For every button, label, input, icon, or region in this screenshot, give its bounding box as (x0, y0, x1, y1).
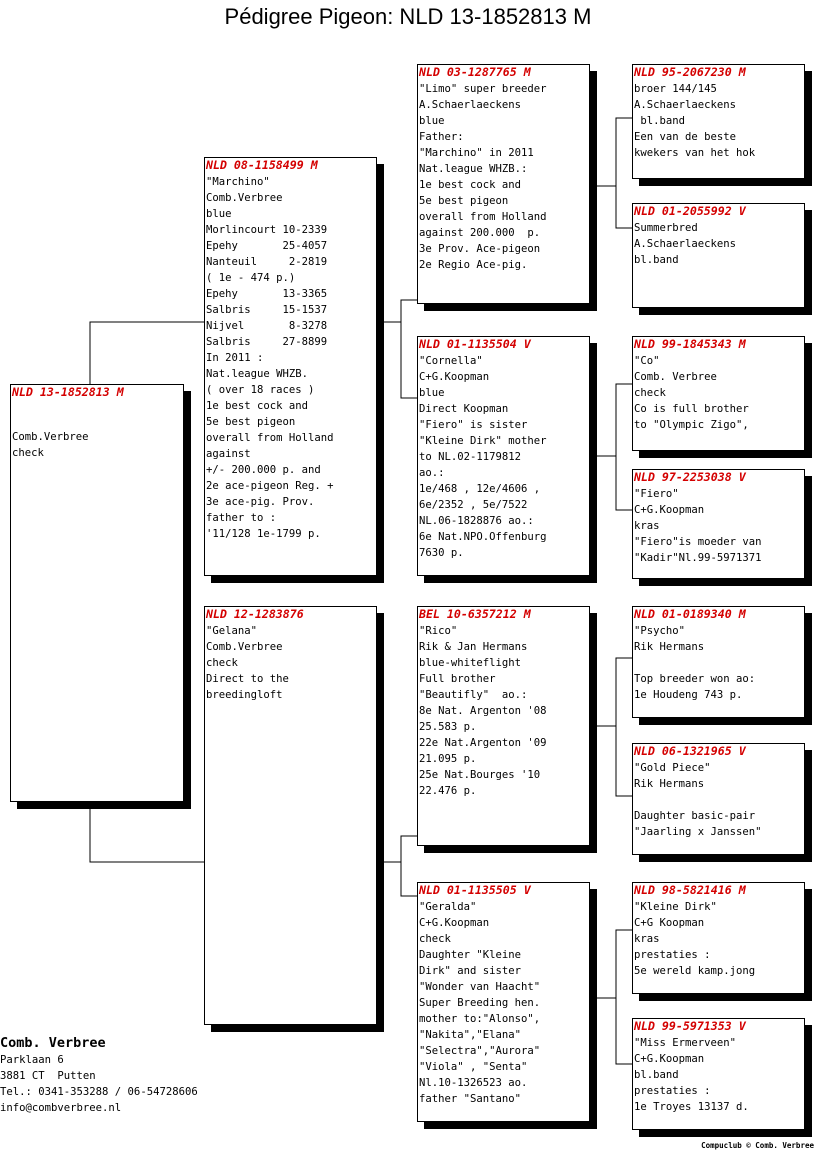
detail-line: kras (634, 520, 660, 532)
detail-line: "Fiero"is moeder van (634, 536, 762, 548)
detail-line: 3e ace-pig. Prov. (206, 496, 315, 508)
detail-line: mother to:"Alonso", (419, 1013, 541, 1025)
detail-line: 25.583 p. (419, 721, 477, 733)
detail-line: "Geralda" (419, 901, 477, 913)
detail-line: blue (419, 115, 445, 127)
pigeon-card-fmm (632, 469, 805, 579)
detail-line: 1e/468 , 12e/4606 , (419, 483, 541, 495)
detail-line: ( 1e - 474 p.) (206, 272, 296, 284)
page-title: Pédigree Pigeon: NLD 13-1852813 M (224, 4, 592, 29)
pigeon-card-mm (417, 882, 590, 1122)
pigeon-details (634, 353, 749, 433)
detail-line: kwekers van het hok (634, 147, 756, 159)
ring-number: NLD 01-1135505 V (419, 883, 531, 897)
detail-line: bl.band (634, 1069, 679, 1081)
detail-line: "Co" (634, 355, 660, 367)
pigeon-details (634, 623, 755, 703)
detail-line: Comb.Verbree (12, 431, 89, 443)
detail-line: bl.band (634, 115, 686, 127)
detail-line: "Viola" , "Senta" (419, 1061, 528, 1073)
detail-line (634, 655, 755, 671)
pigeon-details (206, 174, 334, 542)
detail-line: 22e Nat.Argenton '09 (419, 737, 547, 749)
detail-line: bl.band (634, 254, 679, 266)
detail-line: "Fiero" (634, 488, 679, 500)
ring-number: NLD 01-2055992 V (634, 204, 746, 218)
detail-line: 7630 p. (419, 547, 464, 559)
pigeon-card-fff (632, 64, 805, 179)
detail-line: "Fiero" is sister (419, 419, 528, 431)
detail-line: NL.06-1828876 ao.: (419, 515, 534, 527)
detail-line: 8e Nat. Argenton '08 (419, 705, 547, 717)
detail-line: Daughter "Kleine (419, 949, 522, 961)
ring-number: NLD 99-5971353 V (634, 1019, 746, 1033)
detail-line: ao.: (419, 467, 445, 479)
detail-line: father "Santano" (419, 1093, 522, 1105)
detail-line: 5e best pigeon (206, 416, 296, 428)
detail-line: Co is full brother (634, 403, 749, 415)
pigeon-details (419, 899, 540, 1107)
detail-line: "Gelana" (206, 625, 258, 637)
pigeon-details (419, 623, 547, 799)
detail-line: "Rico" (419, 625, 458, 637)
detail-line: kras (634, 933, 660, 945)
detail-line: Comb. Verbree (634, 371, 717, 383)
detail-line: "Limo" super breeder (419, 83, 547, 95)
owner-address: Parklaan 6 (0, 1054, 64, 1066)
detail-line: Rik Hermans (634, 778, 705, 790)
pigeon-card-mmm (632, 1018, 805, 1130)
detail-line: 1e Troyes 13137 d. (634, 1101, 749, 1113)
pigeon-card-fmf (632, 336, 805, 451)
detail-line: check (12, 447, 44, 459)
detail-line: Epehy 25-4057 (206, 240, 328, 252)
detail-line: prestaties : (634, 1085, 711, 1097)
owner-block (0, 1034, 198, 1116)
owner-name: Comb. Verbree (0, 1035, 106, 1051)
detail-line: A.Schaerlaeckens (419, 99, 522, 111)
pigeon-details (206, 623, 289, 703)
ring-number: BEL 10-6357212 M (419, 607, 531, 621)
detail-line: Morlincourt 10-2339 (206, 224, 328, 236)
detail-line: Direct Koopman (419, 403, 509, 415)
pigeon-card-mother (204, 606, 377, 1025)
detail-line: "Marchino" in 2011 (419, 147, 534, 159)
detail-line: Rik & Jan Hermans (419, 641, 528, 653)
detail-line: +/- 200.000 p. and (206, 464, 321, 476)
detail-line: "Jaarling x Janssen" (634, 826, 762, 838)
detail-line: 5e best pigeon (419, 195, 509, 207)
pigeon-card-subject (10, 384, 184, 802)
pigeon-card-fm (417, 336, 590, 576)
detail-line: check (634, 387, 666, 399)
detail-line: "Psycho" (634, 625, 686, 637)
pigeon-details (634, 899, 755, 979)
detail-line (12, 413, 89, 429)
ring-number: NLD 12-1283876 (206, 607, 304, 621)
detail-line: Comb.Verbree (206, 192, 283, 204)
detail-line: Top breeder won ao: (634, 673, 756, 685)
owner-email: info@combverbree.nl (0, 1102, 122, 1114)
detail-line: 1e best cock and (206, 400, 309, 412)
detail-line: "Cornella" (419, 355, 483, 367)
ring-number: NLD 97-2253038 V (634, 470, 746, 484)
ring-number: NLD 99-1845343 M (634, 337, 746, 351)
detail-line: '11/128 1e-1799 p. (206, 528, 321, 540)
owner-phone: Tel.: 0341-353288 / 06-54728606 (0, 1086, 198, 1098)
detail-line: In 2011 : (206, 352, 264, 364)
detail-line: "Nakita","Elana" (419, 1029, 522, 1041)
detail-line: Dirk" and sister (419, 965, 522, 977)
ring-number: NLD 01-0189340 M (634, 607, 746, 621)
detail-line: "Selectra","Aurora" (419, 1045, 541, 1057)
detail-line: ( over 18 races ) (206, 384, 315, 396)
detail-line: Direct to the (206, 673, 289, 685)
ring-number: NLD 13-1852813 M (12, 385, 124, 399)
owner-postcode: 3881 CT Putten (0, 1070, 96, 1082)
detail-line: to NL.02-1179812 (419, 451, 522, 463)
pigeon-details (634, 220, 736, 268)
detail-line: C+G.Koopman (419, 917, 490, 929)
detail-line: "Miss Ermerveen" (634, 1037, 737, 1049)
pigeon-card-mf (417, 606, 590, 846)
detail-line: A.Schaerlaeckens (634, 99, 737, 111)
footer-credit: Compuclub © Comb. Verbree (701, 1141, 814, 1150)
ring-number: NLD 03-1287765 M (419, 65, 531, 79)
detail-line: father to : (206, 512, 277, 524)
pigeon-details (634, 486, 762, 566)
ring-number: NLD 08-1158499 M (206, 158, 318, 172)
detail-line: 1e best cock and (419, 179, 522, 191)
pigeon-details (634, 81, 755, 161)
detail-line: "Kadir"Nl.99-5971371 (634, 552, 762, 564)
detail-line: Epehy 13-3365 (206, 288, 328, 300)
detail-line: blue (206, 208, 232, 220)
detail-line: blue (419, 387, 445, 399)
detail-line: Father: (419, 131, 464, 143)
pigeon-card-mfm (632, 743, 805, 855)
pigeon-details (419, 353, 547, 561)
detail-line: Rik Hermans (634, 641, 705, 653)
detail-line: 1e Houdeng 743 p. (634, 689, 743, 701)
detail-line: Summerbred (634, 222, 698, 234)
detail-line: 6e Nat.NPO.Offenburg (419, 531, 547, 543)
detail-line: C+G.Koopman (419, 371, 490, 383)
detail-line: against 200.000 p. (419, 227, 541, 239)
detail-line: "Wonder van Haacht" (419, 981, 541, 993)
detail-line: Nl.10-1326523 ao. (419, 1077, 528, 1089)
detail-line: C+G.Koopman (634, 504, 705, 516)
detail-line: 21.095 p. (419, 753, 477, 765)
pigeon-details (634, 760, 762, 840)
detail-line: to "Olympic Zigo", (634, 419, 749, 431)
detail-line: Salbris 15-1537 (206, 304, 328, 316)
detail-line: "Beautifly" ao.: (419, 689, 528, 701)
detail-line: Daughter basic-pair (634, 810, 756, 822)
detail-line: "Kleine Dirk" (634, 901, 717, 913)
detail-line: Nijvel 8-3278 (206, 320, 328, 332)
detail-line: broer 144/145 (634, 83, 717, 95)
detail-line: 5e wereld kamp.jong (634, 965, 756, 977)
detail-line: 25e Nat.Bourges '10 (419, 769, 541, 781)
detail-line: 22.476 p. (419, 785, 477, 797)
pigeon-details (634, 1035, 749, 1115)
ring-number: NLD 98-5821416 M (634, 883, 746, 897)
detail-line: C+G Koopman (634, 917, 705, 929)
detail-line: check (206, 657, 238, 669)
detail-line: C+G.Koopman (634, 1053, 705, 1065)
detail-line: breedingloft (206, 689, 283, 701)
detail-line: prestaties : (634, 949, 711, 961)
detail-line: overall from Holland (419, 211, 547, 223)
detail-line: overall from Holland (206, 432, 334, 444)
pigeon-details (419, 81, 547, 273)
detail-line: Een van de beste (634, 131, 737, 143)
ring-number: NLD 95-2067230 M (634, 65, 746, 79)
detail-line (634, 792, 762, 808)
detail-line: 3e Prov. Ace-pigeon (419, 243, 541, 255)
detail-line: Comb.Verbree (206, 641, 283, 653)
detail-line: blue-whiteflight (419, 657, 522, 669)
detail-line: Nanteuil 2-2819 (206, 256, 328, 268)
detail-line: against (206, 448, 251, 460)
detail-line: Nat.league WHZB.: (419, 163, 528, 175)
detail-line: 6e/2352 , 5e/7522 (419, 499, 528, 511)
pigeon-card-father (204, 157, 377, 576)
detail-line: "Gold Piece" (634, 762, 711, 774)
pigeon-card-ffm (632, 203, 805, 308)
detail-line: 2e ace-pigeon Reg. + (206, 480, 334, 492)
detail-line: Nat.league WHZB. (206, 368, 309, 380)
detail-line: check (419, 933, 451, 945)
detail-line: 2e Regio Ace-pig. (419, 259, 528, 271)
pigeon-details (12, 413, 89, 461)
pigeon-card-mmf (632, 882, 805, 994)
pigeon-card-mff (632, 606, 805, 718)
detail-line: Salbris 27-8899 (206, 336, 328, 348)
detail-line: Super Breeding hen. (419, 997, 541, 1009)
detail-line: A.Schaerlaeckens (634, 238, 737, 250)
detail-line: "Marchino" (206, 176, 270, 188)
detail-line: Full brother (419, 673, 496, 685)
detail-line: "Kleine Dirk" mother (419, 435, 547, 447)
pigeon-card-ff (417, 64, 590, 304)
ring-number: NLD 06-1321965 V (634, 744, 746, 758)
ring-number: NLD 01-1135504 V (419, 337, 531, 351)
